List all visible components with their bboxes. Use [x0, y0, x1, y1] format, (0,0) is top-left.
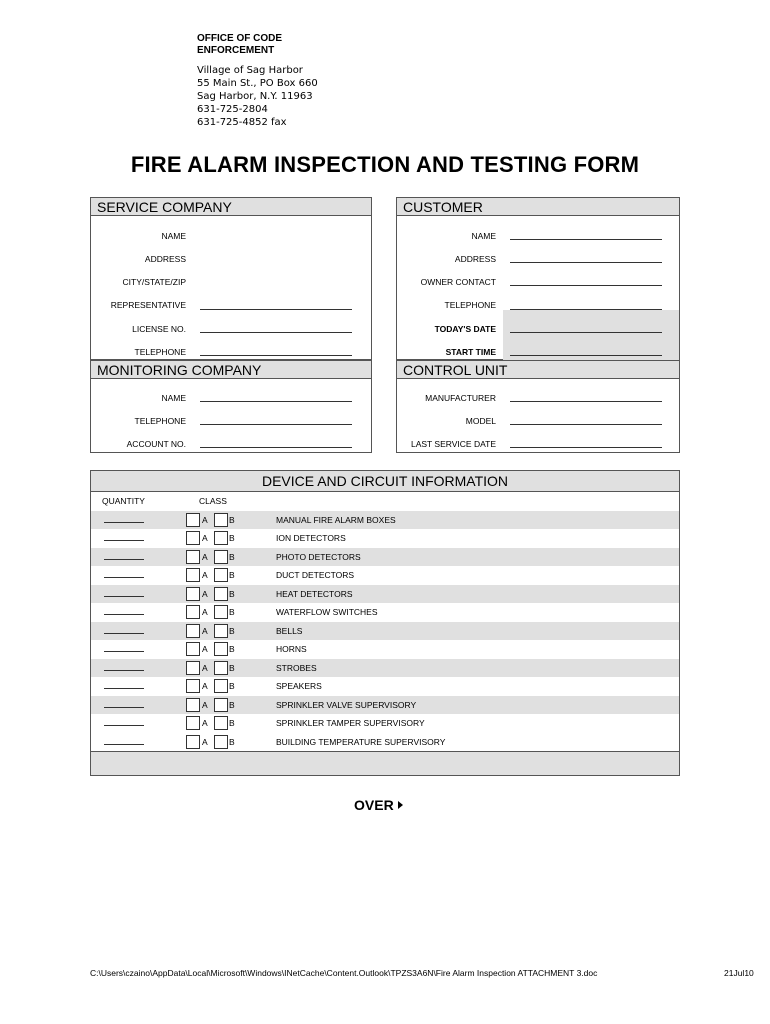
- class-b-checkbox[interactable]: [214, 550, 228, 564]
- device-name: PHOTO DETECTORS: [276, 552, 361, 562]
- class-a-checkbox[interactable]: [186, 735, 200, 749]
- class-b-label: B: [229, 718, 235, 728]
- office-line-2: ENFORCEMENT: [197, 45, 275, 56]
- device-circuit-section: [90, 470, 680, 776]
- customer-telephone-field[interactable]: [510, 309, 662, 310]
- customer-name-field[interactable]: [510, 239, 662, 240]
- class-a-checkbox[interactable]: [186, 642, 200, 656]
- class-a-label: A: [202, 700, 208, 710]
- class-a-checkbox[interactable]: [186, 550, 200, 564]
- device-name: BELLS: [276, 626, 303, 636]
- class-a-checkbox[interactable]: [186, 679, 200, 693]
- owner-contact-field[interactable]: [510, 285, 662, 286]
- class-b-checkbox[interactable]: [214, 698, 228, 712]
- device-name: SPRINKLER VALVE SUPERVISORY: [276, 700, 417, 710]
- address-line: Sag Harbor, N.Y. 11963: [197, 91, 313, 102]
- office-line-1: OFFICE OF CODE: [197, 33, 282, 44]
- device-row: [91, 566, 679, 584]
- manufacturer-field[interactable]: [510, 401, 662, 402]
- quantity-field[interactable]: [104, 651, 144, 652]
- field-label: REPRESENTATIVE: [110, 300, 186, 310]
- device-section-heading: DEVICE AND CIRCUIT INFORMATION: [91, 471, 679, 492]
- field-label: ADDRESS: [144, 254, 186, 264]
- class-b-checkbox[interactable]: [214, 531, 228, 545]
- field-label: TELEPHONE: [444, 300, 496, 310]
- class-a-checkbox[interactable]: [186, 513, 200, 527]
- class-b-checkbox[interactable]: [214, 587, 228, 601]
- class-b-label: B: [229, 737, 235, 747]
- field-label: MANUFACTURER: [425, 393, 496, 403]
- service-company-heading: SERVICE COMPANY: [91, 198, 371, 216]
- field-label: TELEPHONE: [134, 347, 186, 357]
- device-name: SPRINKLER TAMPER SUPERVISORY: [276, 718, 425, 728]
- form-title: FIRE ALARM INSPECTION AND TESTING FORM: [130, 152, 640, 177]
- class-b-label: B: [229, 700, 235, 710]
- office-address: [197, 64, 318, 129]
- license-no-field[interactable]: [200, 332, 352, 333]
- last-service-date-field[interactable]: [510, 447, 662, 448]
- quantity-field[interactable]: [104, 670, 144, 671]
- device-row: [91, 585, 679, 603]
- field-label: ADDRESS: [454, 254, 496, 264]
- fax-line: 631-725-4852 fax: [197, 117, 287, 128]
- monitoring-telephone-field[interactable]: [200, 424, 352, 425]
- class-a-label: A: [202, 737, 208, 747]
- class-a-label: A: [202, 570, 208, 580]
- quantity-column-header: QUANTITY: [102, 496, 145, 506]
- device-row: [91, 511, 679, 529]
- field-label: TELEPHONE: [134, 416, 186, 426]
- field-label: OWNER CONTACT: [420, 277, 496, 287]
- service-telephone-field[interactable]: [200, 355, 352, 356]
- quantity-field[interactable]: [104, 707, 144, 708]
- control-unit-heading: CONTROL UNIT: [397, 361, 679, 379]
- quantity-field[interactable]: [104, 614, 144, 615]
- device-name: WATERFLOW SWITCHES: [276, 607, 378, 617]
- field-label: ACCOUNT NO.: [126, 439, 186, 449]
- class-a-checkbox[interactable]: [186, 605, 200, 619]
- quantity-field[interactable]: [104, 522, 144, 523]
- class-b-checkbox[interactable]: [214, 735, 228, 749]
- field-label: CITY/STATE/ZIP: [122, 277, 186, 287]
- device-row: [91, 696, 679, 714]
- over-indicator: [354, 797, 403, 813]
- address-line: Village of Sag Harbor: [197, 65, 303, 76]
- quantity-field[interactable]: [104, 688, 144, 689]
- customer-heading: CUSTOMER: [397, 198, 679, 216]
- field-label: NAME: [471, 231, 496, 241]
- quantity-field[interactable]: [104, 633, 144, 634]
- class-b-checkbox[interactable]: [214, 642, 228, 656]
- device-row: [91, 529, 679, 547]
- class-b-label: B: [229, 552, 235, 562]
- device-row: [91, 659, 679, 677]
- quantity-field[interactable]: [104, 559, 144, 560]
- device-name: STROBES: [276, 663, 317, 673]
- quantity-field[interactable]: [104, 577, 144, 578]
- class-b-label: B: [229, 626, 235, 636]
- device-name: SPEAKERS: [276, 681, 322, 691]
- footer-file-path: C:\Users\czaino\AppData\Local\Microsoft\Windows\INetCache\Content.Outlook\TPZS3A6N\Fire Alarm Inspection ATTACHMENT 3.doc: [90, 968, 598, 978]
- device-name: DUCT DETECTORS: [276, 570, 355, 580]
- class-b-label: B: [229, 607, 235, 617]
- device-row: [91, 733, 679, 751]
- class-b-label: B: [229, 589, 235, 599]
- device-name: HORNS: [276, 644, 307, 654]
- quantity-field[interactable]: [104, 744, 144, 745]
- start-time-field[interactable]: [510, 355, 662, 356]
- class-b-checkbox[interactable]: [214, 568, 228, 582]
- device-row: [91, 714, 679, 732]
- class-b-label: B: [229, 515, 235, 525]
- device-row: [91, 622, 679, 640]
- device-name: BUILDING TEMPERATURE SUPERVISORY: [276, 737, 446, 747]
- device-section-footer: [91, 751, 679, 775]
- class-b-checkbox[interactable]: [214, 679, 228, 693]
- class-b-label: B: [229, 663, 235, 673]
- device-name: MANUAL FIRE ALARM BOXES: [276, 515, 396, 525]
- class-b-label: B: [229, 644, 235, 654]
- footer-date: 21Jul10: [724, 968, 754, 978]
- class-b-label: B: [229, 681, 235, 691]
- representative-field[interactable]: [200, 309, 352, 310]
- class-a-checkbox[interactable]: [186, 531, 200, 545]
- class-a-checkbox[interactable]: [186, 716, 200, 730]
- account-no-field[interactable]: [200, 447, 352, 448]
- device-row: [91, 677, 679, 695]
- class-a-label: A: [202, 718, 208, 728]
- device-name: ION DETECTORS: [276, 533, 346, 543]
- class-b-checkbox[interactable]: [214, 661, 228, 675]
- class-b-label: B: [229, 533, 235, 543]
- class-b-label: B: [229, 570, 235, 580]
- phone-line: 631-725-2804: [197, 104, 268, 115]
- class-a-label: A: [202, 533, 208, 543]
- quantity-field[interactable]: [104, 596, 144, 597]
- shaded-area: [503, 310, 679, 360]
- class-a-checkbox[interactable]: [186, 568, 200, 582]
- device-row: [91, 548, 679, 566]
- monitoring-name-field[interactable]: [200, 401, 352, 402]
- class-a-label: A: [202, 681, 208, 691]
- class-b-checkbox[interactable]: [214, 716, 228, 730]
- class-a-label: A: [202, 515, 208, 525]
- class-b-checkbox[interactable]: [214, 624, 228, 638]
- class-b-checkbox[interactable]: [214, 605, 228, 619]
- office-header: [197, 33, 282, 57]
- right-arrow-icon: [398, 801, 403, 809]
- class-a-label: A: [202, 607, 208, 617]
- monitoring-company-heading: MONITORING COMPANY: [91, 361, 371, 379]
- class-a-checkbox[interactable]: [186, 587, 200, 601]
- quantity-field[interactable]: [104, 540, 144, 541]
- class-a-label: A: [202, 663, 208, 673]
- class-b-checkbox[interactable]: [214, 513, 228, 527]
- field-label: NAME: [161, 393, 186, 403]
- device-row: [91, 640, 679, 658]
- class-a-checkbox[interactable]: [186, 698, 200, 712]
- model-field[interactable]: [510, 424, 662, 425]
- device-row: [91, 603, 679, 621]
- device-name: HEAT DETECTORS: [276, 589, 353, 599]
- field-label: LICENSE NO.: [132, 324, 186, 334]
- field-label: START TIME: [445, 347, 496, 357]
- field-label: NAME: [161, 231, 186, 241]
- field-label: LAST SERVICE DATE: [410, 439, 496, 449]
- over-label: OVER: [354, 797, 394, 813]
- class-a-checkbox[interactable]: [186, 661, 200, 675]
- class-a-label: A: [202, 626, 208, 636]
- customer-address-field[interactable]: [510, 262, 662, 263]
- class-a-label: A: [202, 644, 208, 654]
- address-line: 55 Main St., PO Box 660: [197, 78, 318, 89]
- todays-date-field[interactable]: [510, 332, 662, 333]
- field-label: TODAY'S DATE: [434, 324, 496, 334]
- class-a-checkbox[interactable]: [186, 624, 200, 638]
- quantity-field[interactable]: [104, 725, 144, 726]
- class-column-header: CLASS: [199, 496, 227, 506]
- class-a-label: A: [202, 552, 208, 562]
- field-label: MODEL: [465, 416, 496, 426]
- class-a-label: A: [202, 589, 208, 599]
